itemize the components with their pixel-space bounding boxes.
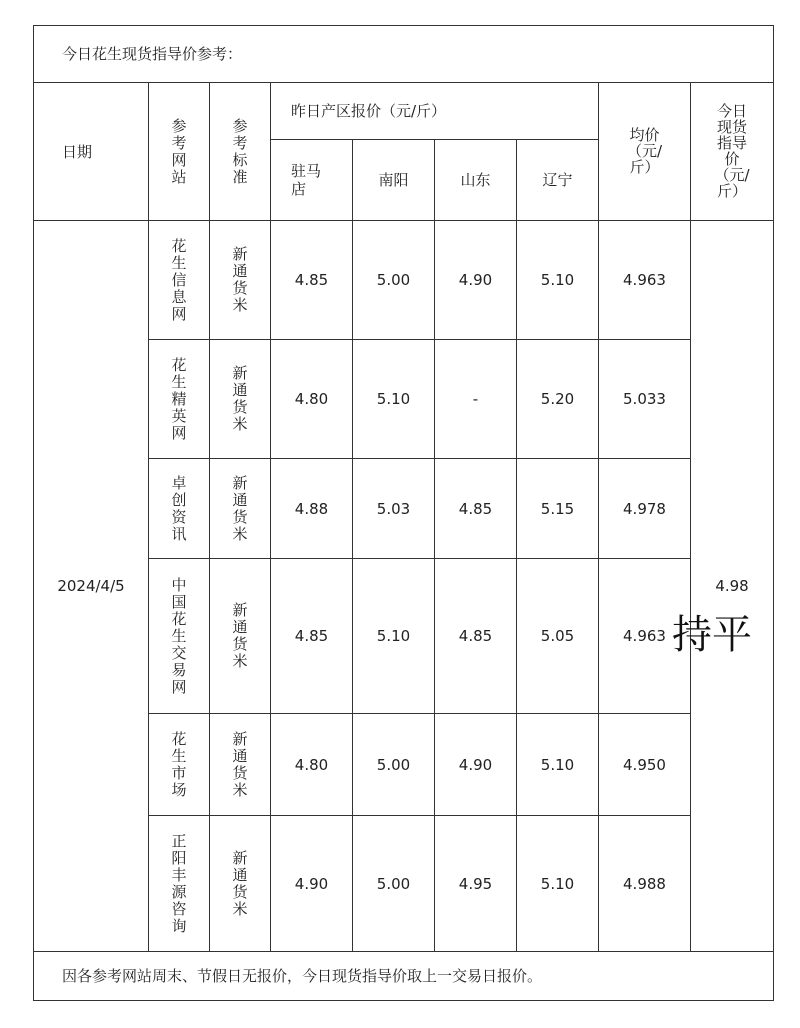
header-guide: 今日现货指导价（元/斤） [691,83,774,221]
price-liaoning: 5.10 [517,816,599,952]
avg-price: 4.988 [599,816,691,952]
header-region-liaoning: 辽宁 [517,140,599,221]
date-cell: 2024/4/5 [34,221,149,952]
avg-price: 4.950 [599,714,691,816]
price-zhumadian: 4.90 [271,816,353,952]
price-shandong: 4.95 [435,816,517,952]
price-shandong: 4.85 [435,559,517,714]
site-cell: 花生信息网 [149,221,210,340]
header-date: 日期 [34,83,149,221]
header-region-zhumadian: 驻马店 [271,140,353,221]
price-shandong: 4.90 [435,714,517,816]
standard-cell: 新通货米 [210,816,271,952]
site-cell: 花生精英网 [149,340,210,459]
price-nanyang: 5.10 [353,559,435,714]
standard-cell: 新通货米 [210,221,271,340]
site-cell: 正阳丰源咨询 [149,816,210,952]
avg-price: 4.963 [599,559,691,714]
price-nanyang: 5.10 [353,340,435,459]
price-shandong: - [435,340,517,459]
price-zhumadian: 4.80 [271,340,353,459]
header-standard: 参考标准 [210,83,271,221]
price-nanyang: 5.03 [353,459,435,559]
avg-price: 4.963 [599,221,691,340]
peanut-price-table [33,25,774,1001]
price-liaoning: 5.20 [517,340,599,459]
price-nanyang: 5.00 [353,221,435,340]
price-liaoning: 5.10 [517,714,599,816]
header-site: 参考网站 [149,83,210,221]
standard-cell: 新通货米 [210,340,271,459]
price-shandong: 4.85 [435,459,517,559]
avg-price: 4.978 [599,459,691,559]
table-title: 今日花生现货指导价参考： [34,26,774,83]
standard-cell: 新通货米 [210,459,271,559]
table-row [34,221,774,340]
header-region-shandong: 山东 [435,140,517,221]
price-liaoning: 5.15 [517,459,599,559]
site-cell: 花生市场 [149,714,210,816]
trend-label: 持平 [672,612,752,658]
header-region-group: 昨日产区报价（元/斤） [271,83,599,140]
price-zhumadian: 4.80 [271,714,353,816]
site-cell: 卓创资讯 [149,459,210,559]
price-liaoning: 5.05 [517,559,599,714]
price-zhumadian: 4.85 [271,221,353,340]
price-nanyang: 5.00 [353,714,435,816]
header-region-nanyang: 南阳 [353,140,435,221]
header-avg: 均价（元/斤） [599,83,691,221]
guide-price: 4.98 [691,221,774,952]
standard-cell: 新通货米 [210,559,271,714]
table-footnote: 因各参考网站周末、节假日无报价，今日现货指导价取上一交易日报价。 [34,952,774,1001]
price-zhumadian: 4.88 [271,459,353,559]
avg-price: 5.033 [599,340,691,459]
price-nanyang: 5.00 [353,816,435,952]
site-cell: 中国花生交易网 [149,559,210,714]
price-liaoning: 5.10 [517,221,599,340]
standard-cell: 新通货米 [210,714,271,816]
price-shandong: 4.90 [435,221,517,340]
price-zhumadian: 4.85 [271,559,353,714]
